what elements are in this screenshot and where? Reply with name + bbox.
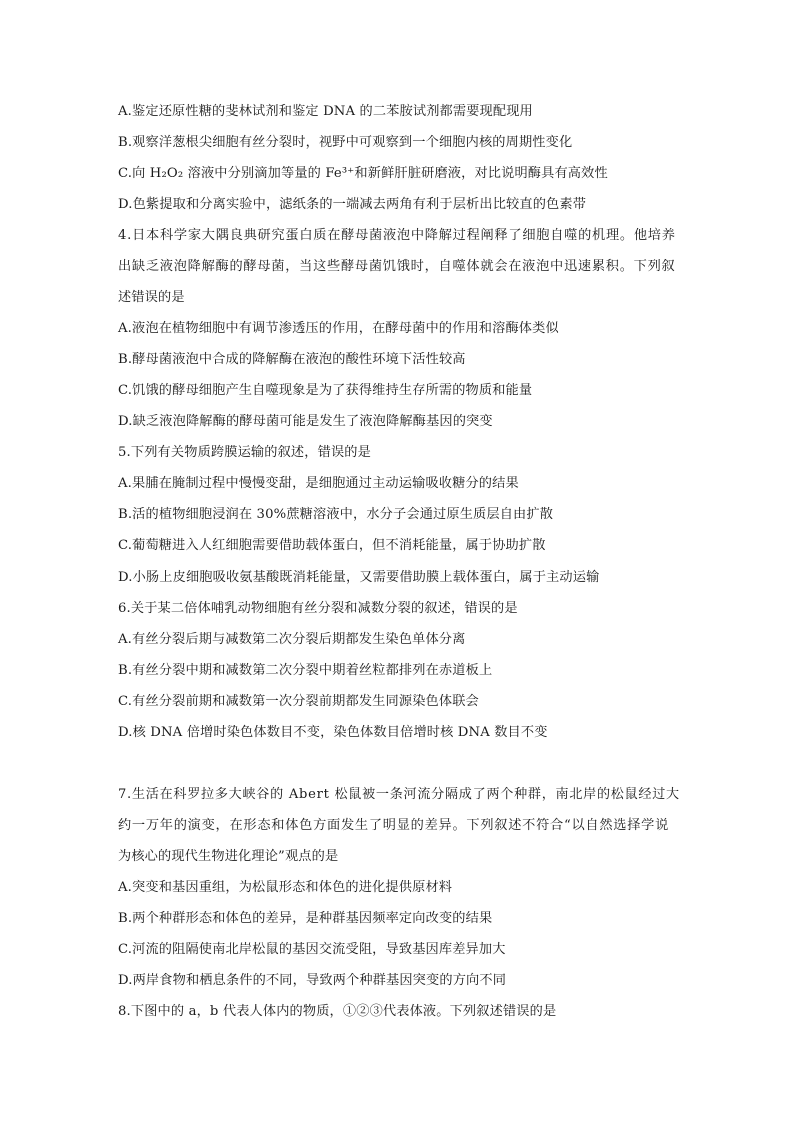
question-4-line-2: 出缺乏液泡降解酶的酵母菌，当这些酵母菌饥饿时，自噬体就会在液泡中迅速累积。下列叙 bbox=[118, 259, 676, 274]
option-5c: C.葡萄糖进入人红细胞需要借助载体蛋白，但不消耗能量，属于协助扩散 bbox=[118, 538, 546, 553]
option-7c: C.河流的阻隔使南北岸松鼠的基因交流受阻，导致基因库差异加大 bbox=[118, 942, 506, 957]
question-7-line-3: 为核心的现代生物进化理论”观点的是 bbox=[118, 849, 339, 864]
option-5d: D.小肠上皮细胞吸收氨基酸既消耗能量，又需要借助膜上载体蛋白，属于主动运输 bbox=[118, 570, 600, 585]
option-3d: D.色紫提取和分离实验中，滤纸条的一端减去两角有利于层析出比较直的色素带 bbox=[118, 197, 587, 212]
option-3c: C.向 H₂O₂ 溶液中分别滴加等量的 Fe³⁺和新鲜肝脏研磨液，对比说明酶具有高效性 bbox=[118, 166, 608, 181]
option-5b: B.活的植物细胞浸润在 30%蔗糖溶液中，水分子会通过原生质层自由扩散 bbox=[118, 507, 554, 522]
option-6a: A.有丝分裂后期与减数第二次分裂后期都发生染色单体分离 bbox=[118, 632, 466, 647]
option-4b: B.酵母菌液泡中合成的降解酶在液泡的酸性环境下活性较高 bbox=[118, 352, 466, 367]
option-4c: C.饥饿的酵母细胞产生自噬现象是为了获得维持生存所需的物质和能量 bbox=[118, 383, 533, 398]
question-7-line-2: 约一万年的演变，在形态和体色方面发生了明显的差异。下列叙述不符合“以自然选择学说 bbox=[118, 818, 670, 833]
option-6b: B.有丝分裂中期和减数第二次分裂中期着丝粒都排列在赤道板上 bbox=[118, 663, 493, 678]
question-6: 6.关于某二倍体哺乳动物细胞有丝分裂和减数分裂的叙述，错误的是 bbox=[118, 601, 518, 616]
question-4-line-3: 述错误的是 bbox=[118, 290, 185, 305]
option-7d: D.两岸食物和栖息条件的不同，导致两个种群基因突变的方向不同 bbox=[118, 973, 507, 988]
option-4d: D.缺乏液泡降解酶的酵母菌可能是发生了液泡降解酶基因的突变 bbox=[118, 414, 493, 429]
option-6d: D.核 DNA 倍增时染色体数目不变，染色体数目倍增时核 DNA 数目不变 bbox=[118, 725, 548, 740]
option-7b: B.两个种群形态和体色的差异，是种群基因频率定向改变的结果 bbox=[118, 911, 493, 926]
option-6c: C.有丝分裂前期和减数第一次分裂前期都发生同源染色体联会 bbox=[118, 694, 479, 709]
question-8: 8.下图中的 a，b 代表人体内的物质，①②③代表体液。下列叙述错误的是 bbox=[118, 1004, 557, 1019]
question-4-line-1: 4.日本科学家大隅良典研究蛋白质在酵母菌液泡中降解过程阐释了细胞自噬的机理。他培养 bbox=[118, 228, 676, 243]
option-4a: A.液泡在植物细胞中有调节渗透压的作用，在酵母菌中的作用和溶酶体类似 bbox=[118, 321, 559, 336]
question-7-line-1: 7.生活在科罗拉多大峡谷的 Abert 松鼠被一条河流分隔成了两个种群，南北岸的松鼠经过大 bbox=[118, 787, 680, 802]
option-7a: A.突变和基因重组，为松鼠形态和体色的进化提供原材料 bbox=[118, 880, 453, 895]
option-3b: B.观察洋葱根尖细胞有丝分裂时，视野中可观察到一个细胞内核的周期性变化 bbox=[118, 135, 573, 150]
question-5: 5.下列有关物质跨膜运输的叙述，错误的是 bbox=[118, 445, 371, 460]
option-5a: A.果脯在腌制过程中慢慢变甜，是细胞通过主动运输吸收糖分的结果 bbox=[118, 476, 519, 491]
option-3a: A.鉴定还原性糖的斐林试剂和鉴定 DNA 的二苯胺试剂都需要现配现用 bbox=[118, 104, 533, 119]
